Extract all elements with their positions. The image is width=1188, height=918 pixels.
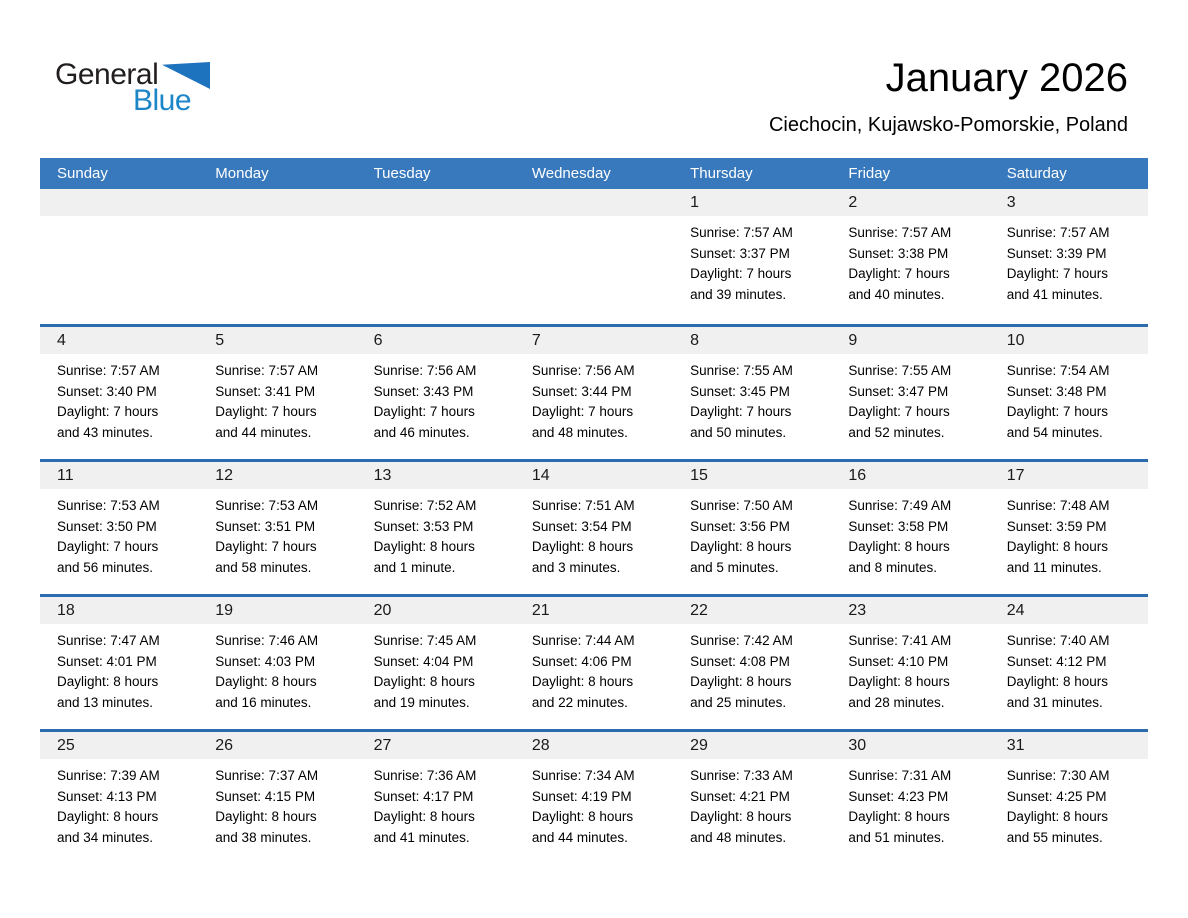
sunrise-text: Sunrise: 7:53 AM	[57, 498, 160, 513]
sunrise-text: Sunrise: 7:44 AM	[531, 633, 635, 648]
daylight-text: Daylight: 7 hours and 58 minutes.	[215, 539, 317, 575]
daylight-text: Daylight: 8 hours and 11 minutes.	[1006, 539, 1108, 575]
sunset-text: Sunset: 4:08 PM	[690, 653, 790, 669]
daylight-text: Daylight: 8 hours and 16 minutes.	[215, 674, 317, 710]
sunrise-text: Sunrise: 7:51 AM	[531, 498, 635, 513]
day-cell-21	[515, 597, 673, 729]
weekday-header-thursday: Thursday	[690, 165, 753, 182]
daylight-text: Daylight: 8 hours and 3 minutes.	[531, 539, 634, 575]
daylight-text: Daylight: 8 hours and 8 minutes.	[848, 539, 950, 575]
sunset-text: Sunset: 3:47 PM	[848, 383, 949, 399]
weekday-header-friday: Friday	[848, 165, 891, 182]
day-details	[831, 354, 989, 443]
day-cell-16	[831, 462, 989, 594]
day-number: 22	[673, 597, 831, 624]
sunrise-text: Sunrise: 7:46 AM	[215, 633, 319, 648]
sunset-text: Sunset: 4:04 PM	[373, 653, 474, 669]
sunrise-text: Sunrise: 7:57 AM	[215, 363, 319, 378]
day-cell-25	[40, 732, 198, 864]
day-cell-18	[40, 597, 198, 729]
sunset-text: Sunset: 3:56 PM	[690, 518, 790, 534]
sunset-text: Sunset: 3:37 PM	[690, 245, 790, 261]
weekday-header-sunday: Sunday	[57, 165, 108, 182]
calendar-grid	[40, 189, 1148, 864]
day-number: 9	[831, 327, 989, 354]
sunset-text: Sunset: 4:01 PM	[57, 653, 157, 669]
day-number	[515, 189, 673, 216]
sunset-text: Sunset: 3:50 PM	[57, 518, 157, 534]
sunset-text: Sunset: 3:39 PM	[1006, 245, 1107, 261]
day-details	[990, 759, 1148, 848]
week-row	[40, 729, 1148, 864]
sunset-text: Sunset: 4:21 PM	[690, 788, 790, 804]
day-number: 26	[198, 732, 356, 759]
logo-text-general: General	[55, 58, 159, 91]
day-number: 19	[198, 597, 356, 624]
sunset-text: Sunset: 4:25 PM	[1006, 788, 1107, 804]
daylight-text: Daylight: 7 hours and 44 minutes.	[215, 404, 317, 440]
daylight-text: Daylight: 8 hours and 25 minutes.	[690, 674, 792, 710]
daylight-text: Daylight: 8 hours and 51 minutes.	[848, 809, 950, 845]
day-cell-3	[990, 189, 1148, 324]
day-number: 30	[831, 732, 989, 759]
day-cell-19	[198, 597, 356, 729]
weekday-header-tuesday: Tuesday	[373, 165, 431, 182]
sunset-text: Sunset: 3:40 PM	[57, 383, 157, 399]
day-details	[357, 759, 515, 848]
calendar-table	[40, 158, 1148, 864]
sunrise-text: Sunrise: 7:40 AM	[1006, 633, 1110, 648]
weekday-header-saturday: Saturday	[1006, 165, 1067, 182]
day-cell-14	[515, 462, 673, 594]
sunrise-text: Sunrise: 7:57 AM	[848, 225, 952, 240]
day-number: 31	[990, 732, 1148, 759]
daylight-text: Daylight: 7 hours and 41 minutes.	[1006, 266, 1108, 302]
day-details	[990, 354, 1148, 443]
sunrise-text: Sunrise: 7:56 AM	[531, 363, 635, 378]
daylight-text: Daylight: 8 hours and 28 minutes.	[848, 674, 950, 710]
day-number: 12	[198, 462, 356, 489]
day-number: 10	[990, 327, 1148, 354]
day-details	[673, 216, 831, 305]
sunrise-text: Sunrise: 7:55 AM	[848, 363, 952, 378]
day-number: 5	[198, 327, 356, 354]
day-cell-6	[357, 327, 515, 459]
sunset-text: Sunset: 4:23 PM	[848, 788, 949, 804]
day-details	[40, 759, 198, 848]
daylight-text: Daylight: 8 hours and 41 minutes.	[373, 809, 475, 845]
day-details	[40, 354, 198, 443]
day-details	[673, 759, 831, 848]
sunset-text: Sunset: 4:06 PM	[531, 653, 632, 669]
sunset-text: Sunset: 4:03 PM	[215, 653, 316, 669]
week-row	[40, 594, 1148, 729]
sunrise-text: Sunrise: 7:54 AM	[1006, 363, 1110, 378]
day-details	[990, 624, 1148, 713]
day-cell-12	[198, 462, 356, 594]
sunset-text: Sunset: 4:10 PM	[848, 653, 949, 669]
day-details	[40, 489, 198, 578]
day-details	[673, 489, 831, 578]
day-cell-20	[357, 597, 515, 729]
sunrise-text: Sunrise: 7:33 AM	[690, 768, 793, 783]
sunrise-text: Sunrise: 7:47 AM	[57, 633, 160, 648]
sunset-text: Sunset: 3:44 PM	[531, 383, 632, 399]
day-number: 13	[357, 462, 515, 489]
day-cell-empty	[357, 189, 515, 324]
sunrise-text: Sunrise: 7:31 AM	[848, 768, 952, 783]
sunrise-text: Sunrise: 7:48 AM	[1006, 498, 1110, 513]
daylight-text: Daylight: 7 hours and 39 minutes.	[690, 266, 792, 302]
day-number: 6	[357, 327, 515, 354]
day-cell-30	[831, 732, 989, 864]
day-number: 20	[357, 597, 515, 624]
day-number: 27	[357, 732, 515, 759]
day-cell-empty	[515, 189, 673, 324]
daylight-text: Daylight: 7 hours and 52 minutes.	[848, 404, 950, 440]
day-details	[990, 489, 1148, 578]
daylight-text: Daylight: 8 hours and 5 minutes.	[690, 539, 792, 575]
day-cell-2	[831, 189, 989, 324]
day-details	[673, 624, 831, 713]
day-cell-31	[990, 732, 1148, 864]
sunrise-text: Sunrise: 7:45 AM	[373, 633, 477, 648]
logo-text-blue: Blue	[133, 84, 192, 117]
day-number: 14	[515, 462, 673, 489]
day-cell-26	[198, 732, 356, 864]
day-details	[198, 489, 356, 578]
sunset-text: Sunset: 3:45 PM	[690, 383, 790, 399]
sunrise-text: Sunrise: 7:42 AM	[690, 633, 793, 648]
day-cell-28	[515, 732, 673, 864]
day-details	[831, 759, 989, 848]
day-number: 23	[831, 597, 989, 624]
weekday-header-row	[40, 158, 1148, 189]
daylight-text: Daylight: 7 hours and 40 minutes.	[848, 266, 950, 302]
day-cell-8	[673, 327, 831, 459]
day-details	[515, 354, 673, 443]
day-number: 25	[40, 732, 198, 759]
week-row	[40, 189, 1148, 324]
sunset-text: Sunset: 3:59 PM	[1006, 518, 1107, 534]
sunset-text: Sunset: 3:54 PM	[531, 518, 632, 534]
daylight-text: Daylight: 8 hours and 13 minutes.	[57, 674, 159, 710]
daylight-text: Daylight: 8 hours and 44 minutes.	[531, 809, 634, 845]
sunrise-text: Sunrise: 7:36 AM	[373, 768, 477, 783]
day-details	[357, 624, 515, 713]
sunrise-text: Sunrise: 7:52 AM	[373, 498, 477, 513]
day-number: 16	[831, 462, 989, 489]
daylight-text: Daylight: 7 hours and 54 minutes.	[1006, 404, 1108, 440]
page-subtitle: Ciechocin, Kujawsko-Pomorskie, Poland	[768, 114, 1128, 136]
daylight-text: Daylight: 8 hours and 48 minutes.	[690, 809, 792, 845]
weekday-header-monday: Monday	[215, 165, 269, 182]
week-row	[40, 324, 1148, 459]
day-details	[515, 489, 673, 578]
day-number: 11	[40, 462, 198, 489]
day-number: 28	[515, 732, 673, 759]
day-details	[198, 624, 356, 713]
daylight-text: Daylight: 7 hours and 56 minutes.	[57, 539, 159, 575]
daylight-text: Daylight: 8 hours and 31 minutes.	[1006, 674, 1108, 710]
day-details	[831, 216, 989, 305]
day-number: 18	[40, 597, 198, 624]
daylight-text: Daylight: 8 hours and 22 minutes.	[531, 674, 634, 710]
sunrise-text: Sunrise: 7:39 AM	[57, 768, 160, 783]
sunset-text: Sunset: 3:48 PM	[1006, 383, 1107, 399]
day-cell-10	[990, 327, 1148, 459]
daylight-text: Daylight: 7 hours and 43 minutes.	[57, 404, 159, 440]
day-number: 1	[673, 189, 831, 216]
day-cell-11	[40, 462, 198, 594]
day-number: 2	[831, 189, 989, 216]
sunrise-text: Sunrise: 7:30 AM	[1006, 768, 1110, 783]
day-details	[357, 354, 515, 443]
sunrise-text: Sunrise: 7:56 AM	[373, 363, 477, 378]
sunrise-text: Sunrise: 7:49 AM	[848, 498, 952, 513]
sunrise-text: Sunrise: 7:41 AM	[848, 633, 952, 648]
sunset-text: Sunset: 3:41 PM	[215, 383, 316, 399]
daylight-text: Daylight: 8 hours and 38 minutes.	[215, 809, 317, 845]
sunset-text: Sunset: 4:12 PM	[1006, 653, 1107, 669]
sunset-text: Sunset: 4:19 PM	[531, 788, 632, 804]
day-number: 17	[990, 462, 1148, 489]
day-cell-9	[831, 327, 989, 459]
sunset-text: Sunset: 3:53 PM	[373, 518, 474, 534]
daylight-text: Daylight: 8 hours and 55 minutes.	[1006, 809, 1108, 845]
weekday-header-wednesday: Wednesday	[531, 165, 611, 182]
sunrise-text: Sunrise: 7:53 AM	[215, 498, 319, 513]
day-cell-empty	[40, 189, 198, 324]
day-details	[40, 624, 198, 713]
title-block	[769, 56, 1128, 137]
daylight-text: Daylight: 7 hours and 50 minutes.	[690, 404, 792, 440]
daylight-text: Daylight: 7 hours and 46 minutes.	[373, 404, 475, 440]
day-number: 21	[515, 597, 673, 624]
sunrise-text: Sunrise: 7:57 AM	[1006, 225, 1110, 240]
day-number	[198, 189, 356, 216]
day-details	[831, 624, 989, 713]
day-details	[198, 759, 356, 848]
week-row	[40, 459, 1148, 594]
day-number: 8	[673, 327, 831, 354]
day-cell-15	[673, 462, 831, 594]
day-number	[40, 189, 198, 216]
sunset-text: Sunset: 3:58 PM	[848, 518, 949, 534]
day-cell-7	[515, 327, 673, 459]
day-details	[198, 354, 356, 443]
day-cell-13	[357, 462, 515, 594]
day-cell-4	[40, 327, 198, 459]
day-number: 15	[673, 462, 831, 489]
day-cell-29	[673, 732, 831, 864]
day-cell-5	[198, 327, 356, 459]
day-cell-27	[357, 732, 515, 864]
daylight-text: Daylight: 8 hours and 19 minutes.	[373, 674, 475, 710]
day-number: 29	[673, 732, 831, 759]
day-cell-17	[990, 462, 1148, 594]
sunrise-text: Sunrise: 7:37 AM	[215, 768, 319, 783]
day-cell-22	[673, 597, 831, 729]
sunset-text: Sunset: 3:43 PM	[373, 383, 474, 399]
day-details	[831, 489, 989, 578]
sunrise-text: Sunrise: 7:34 AM	[531, 768, 635, 783]
general-blue-logo	[55, 58, 215, 120]
day-details	[673, 354, 831, 443]
page-title: January 2026	[885, 56, 1128, 100]
sunrise-text: Sunrise: 7:50 AM	[690, 498, 793, 513]
daylight-text: Daylight: 8 hours and 34 minutes.	[57, 809, 159, 845]
sunset-text: Sunset: 3:51 PM	[215, 518, 316, 534]
day-details	[515, 759, 673, 848]
day-cell-23	[831, 597, 989, 729]
day-details	[357, 489, 515, 578]
day-details	[990, 216, 1148, 305]
daylight-text: Daylight: 8 hours and 1 minute.	[373, 539, 475, 575]
day-number: 3	[990, 189, 1148, 216]
sunset-text: Sunset: 3:38 PM	[848, 245, 949, 261]
day-number: 7	[515, 327, 673, 354]
sunset-text: Sunset: 4:15 PM	[215, 788, 316, 804]
sunrise-text: Sunrise: 7:57 AM	[690, 225, 793, 240]
daylight-text: Daylight: 7 hours and 48 minutes.	[531, 404, 634, 440]
sunset-text: Sunset: 4:13 PM	[57, 788, 157, 804]
day-number: 24	[990, 597, 1148, 624]
day-cell-24	[990, 597, 1148, 729]
sunrise-text: Sunrise: 7:55 AM	[690, 363, 793, 378]
sunrise-text: Sunrise: 7:57 AM	[57, 363, 160, 378]
day-number: 4	[40, 327, 198, 354]
day-details	[515, 624, 673, 713]
sunset-text: Sunset: 4:17 PM	[373, 788, 474, 804]
day-cell-empty	[198, 189, 356, 324]
day-cell-1	[673, 189, 831, 324]
day-number	[357, 189, 515, 216]
